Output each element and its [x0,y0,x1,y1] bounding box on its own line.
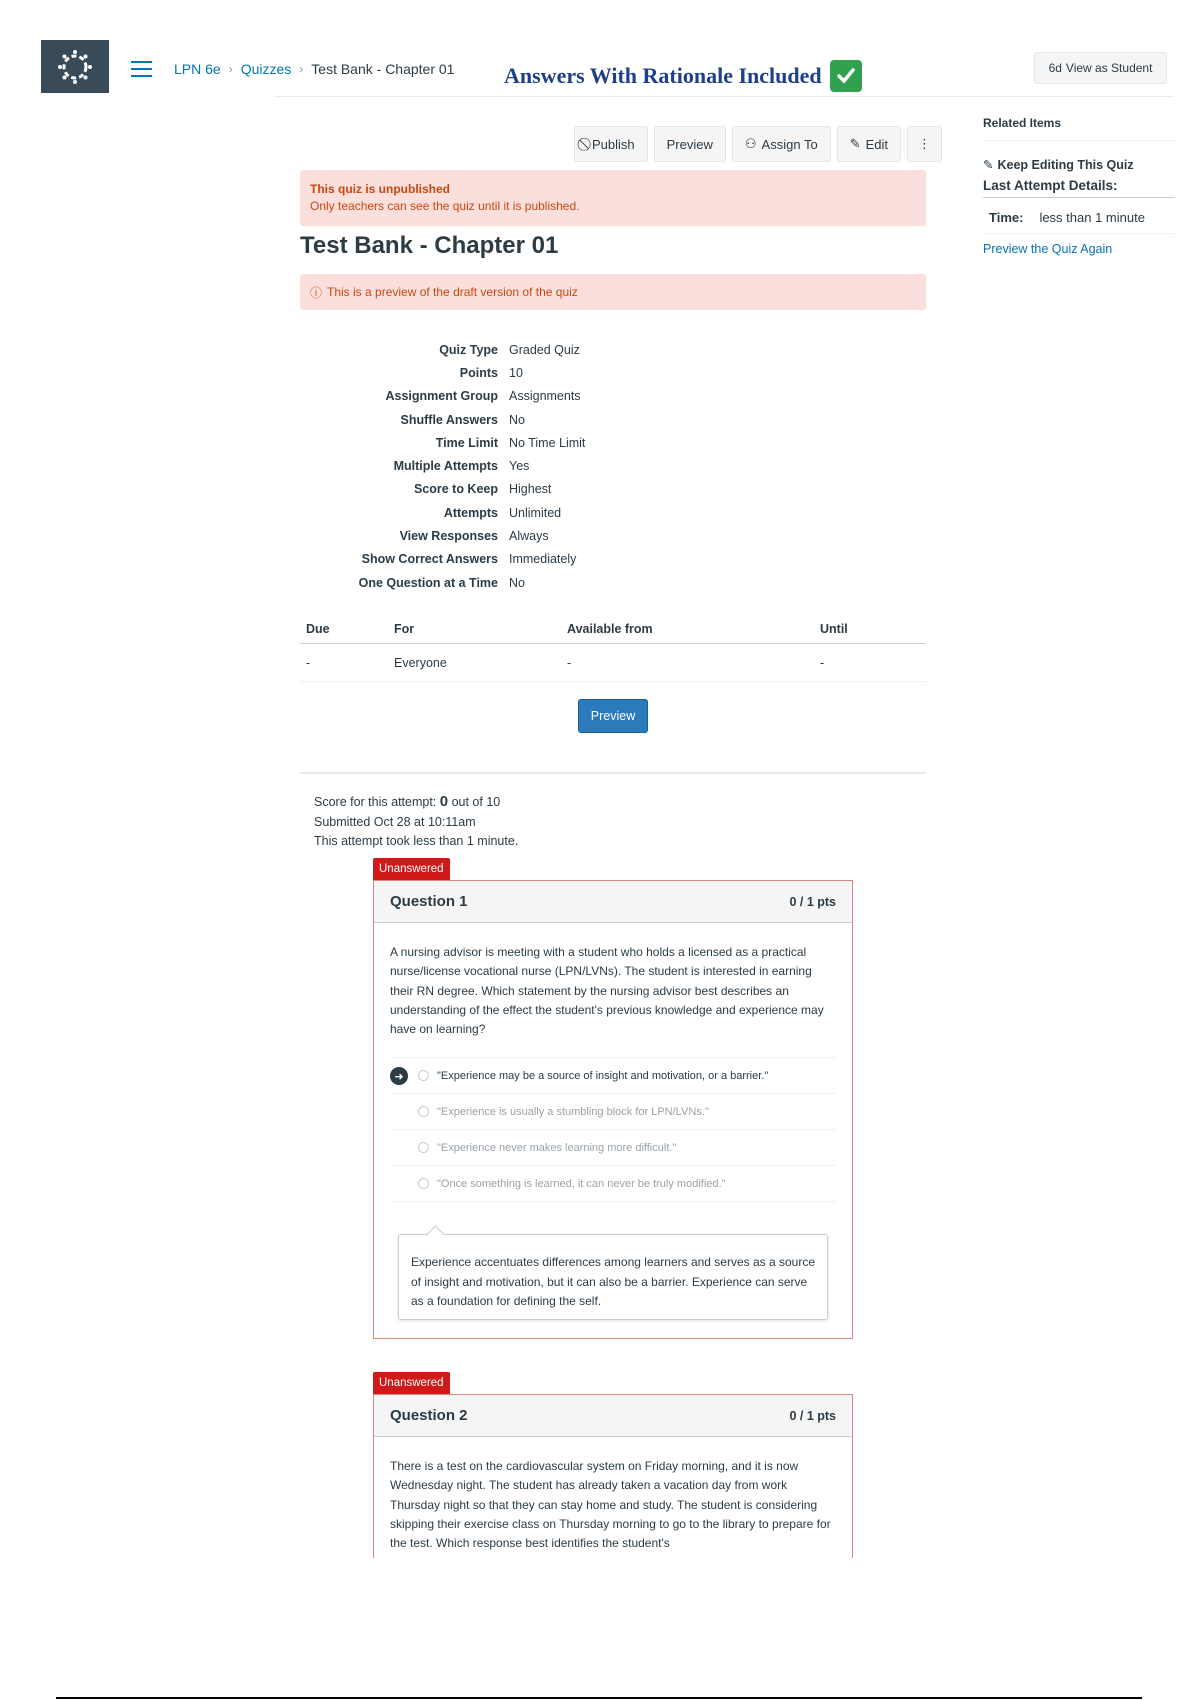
breadcrumb-course[interactable]: LPN 6e [174,61,221,77]
question-card-2 [373,1394,853,1558]
glasses-icon: 6d [1048,61,1062,75]
detail-row-assignment-group [300,385,926,408]
detail-value: 10 [509,365,523,380]
user-icon: ⚇ [744,136,757,151]
chevron-right-icon: › [299,62,304,76]
detail-value: Highest [509,482,552,497]
detail-label: Time Limit [435,435,498,450]
column-header-until: Until [820,621,848,636]
detail-label: View Responses [399,529,498,544]
detail-row-score-to-keep [300,478,926,501]
answer-option[interactable] [390,1166,836,1202]
preview-toolbar-button[interactable] [654,126,726,162]
detail-value: Immediately [509,552,577,567]
detail-value: No Time Limit [509,435,586,450]
preview-button[interactable]: Preview [578,699,648,733]
question-text: There is a test on the cardiovascular system on Friday morning, and it is now Wednesday night. The student has already taken a vacation day from work Thursday night so that they can stay home and study. The student is considering skipping their exercise class on Thursday morning to go to the library to prepare for the test. Which response best identifies the student's [390,1459,831,1551]
radio-button[interactable] [418,1106,429,1117]
draft-preview-alert [300,274,926,310]
canvas-logo[interactable] [41,40,109,93]
last-attempt-heading: Last Attempt Details: [983,178,1175,198]
column-header-due: Due [306,621,330,636]
page-bottom-rule [56,1697,1142,1699]
arrow-right-icon: ➜ [390,1067,408,1085]
table-row [300,644,926,682]
detail-value: Always [509,529,549,544]
breadcrumb [174,61,454,77]
answer-list [390,1057,836,1202]
detail-row-multiple-attempts [300,454,926,477]
detail-row-view-responses [300,524,926,547]
page-title: Test Bank - Chapter 01 [300,232,559,259]
section-divider [300,772,926,774]
attempt-score [314,792,518,813]
detail-label: One Question at a Time [358,575,498,590]
time-label: Time: [989,210,1024,225]
detail-value: Graded Quiz [509,342,580,357]
related-items-heading: Related Items [983,116,1175,141]
answer-text: "Once something is learned, it can never be truly modified." [437,1177,726,1190]
question-text: A nursing advisor is meeting with a student who holds a licensed as a practical nurse/license vocational nurse (LPN/LVNs). The student is interested in earning their RN degree. Which statement by the nursing advisor best describes an understanding of the effect the student's previous knowledge and experience may have on learning? [390,945,824,1037]
question-points: 0 / 1 pts [789,1408,836,1423]
detail-label: Show Correct Answers [361,552,498,567]
detail-label: Score to Keep [413,482,498,497]
header-divider [274,96,1174,97]
unanswered-badge: Unanswered [373,1372,450,1394]
dates-table [300,614,926,682]
question-card-1 [373,880,853,1339]
assign-to-label: Assign To [761,136,818,152]
radio-button[interactable] [418,1070,429,1081]
publish-label: Publish [592,136,635,152]
detail-row-show-correct-answers [300,548,926,571]
detail-label: Attempts [443,505,498,520]
edit-button[interactable] [837,126,901,162]
pencil-icon: ✎ [849,136,861,151]
question-header [374,1395,852,1437]
publish-button[interactable] [574,126,648,162]
radio-button[interactable] [418,1178,429,1189]
question-title: Question 1 [390,893,468,910]
question-points: 0 / 1 pts [789,894,836,909]
pencil-icon: ✎ [983,158,994,172]
answers-banner [504,60,862,92]
detail-row-time-limit [300,431,926,454]
cell-due: - [306,655,311,670]
detail-row-points [300,361,926,384]
score-suffix: out of 10 [448,795,501,809]
cell-available-from: - [567,655,572,670]
breadcrumb-current: Test Bank - Chapter 01 [311,61,455,77]
detail-value: Unlimited [509,505,562,520]
keep-editing-link[interactable] [983,157,1175,172]
question-title: Question 2 [390,1407,468,1424]
detail-label: Points [459,365,498,380]
answer-text: "Experience is usually a stumbling block for LPN/LVNs." [437,1105,709,1118]
preview-label: Preview [666,136,713,152]
attempt-duration: This attempt took less than 1 minute. [314,834,519,848]
detail-label: Assignment Group [385,389,498,404]
attempt-submitted: Submitted Oct 28 at 10:11am [314,814,476,829]
unpublished-alert [300,170,926,226]
answer-option[interactable] [390,1058,836,1094]
edit-label: Edit [865,136,888,152]
preview-again-link[interactable]: Preview the Quiz Again [983,242,1113,256]
draft-preview-text: This is a preview of the draft version of the quiz [327,285,578,299]
answer-option[interactable] [390,1094,836,1130]
banner-text: Answers With Rationale Included [504,63,822,88]
unpublished-alert-title: This quiz is unpublished [310,182,450,196]
cell-for: Everyone [394,655,447,670]
assign-to-button[interactable] [732,126,831,162]
column-header-for: For [394,621,415,636]
dates-table-header [300,614,926,644]
quiz-toolbar [574,126,942,162]
detail-row-shuffle-answers [300,408,926,431]
view-as-student-label: View as Student [1065,61,1153,75]
view-as-student-button[interactable] [1034,52,1167,84]
detail-label: Quiz Type [439,342,498,357]
answer-option[interactable] [390,1130,836,1166]
hamburger-menu-icon[interactable] [131,61,152,82]
quiz-details [300,338,926,594]
unpublished-alert-body: Only teachers can see the quiz until it is published. [310,199,580,213]
detail-value: No [509,412,525,427]
detail-row-one-question [300,571,926,594]
chevron-right-icon: › [228,62,233,76]
detail-label: Multiple Attempts [393,459,498,474]
score-value: 0 [439,793,449,810]
last-attempt-time [983,198,1175,234]
canvas-logo-icon [57,49,93,85]
score-prefix: Score for this attempt: [314,795,440,809]
question-header [374,881,852,923]
more-options-icon[interactable]: ⋮ [907,126,942,162]
attempt-summary [314,792,518,852]
time-value: less than 1 minute [1039,210,1145,225]
answer-text: "Experience may be a source of insight and motivation, or a barrier." [437,1069,769,1082]
right-sidebar [983,116,1175,256]
detail-row-attempts [300,501,926,524]
detail-row-quiz-type [300,338,926,361]
cell-until: - [820,655,825,670]
breadcrumb-quizzes[interactable]: Quizzes [240,61,292,77]
detail-value: Assignments [509,389,581,404]
keep-editing-label: Keep Editing This Quiz [997,157,1134,172]
column-header-available-from: Available from [567,621,653,636]
detail-value: Yes [509,459,530,474]
info-icon: ⓘ [310,285,323,300]
unanswered-badge: Unanswered [373,858,450,880]
answer-text: "Experience never makes learning more difficult." [437,1141,677,1154]
detail-value: No [509,575,525,590]
detail-label: Shuffle Answers [400,412,498,427]
check-mark-icon [830,60,862,92]
answer-rationale: Experience accentuates differences among learners and serves as a source of insight and motivation, but it can also be a barrier. Experience can serve as a foundation for defining the self. [398,1234,828,1320]
radio-button[interactable] [418,1142,429,1153]
